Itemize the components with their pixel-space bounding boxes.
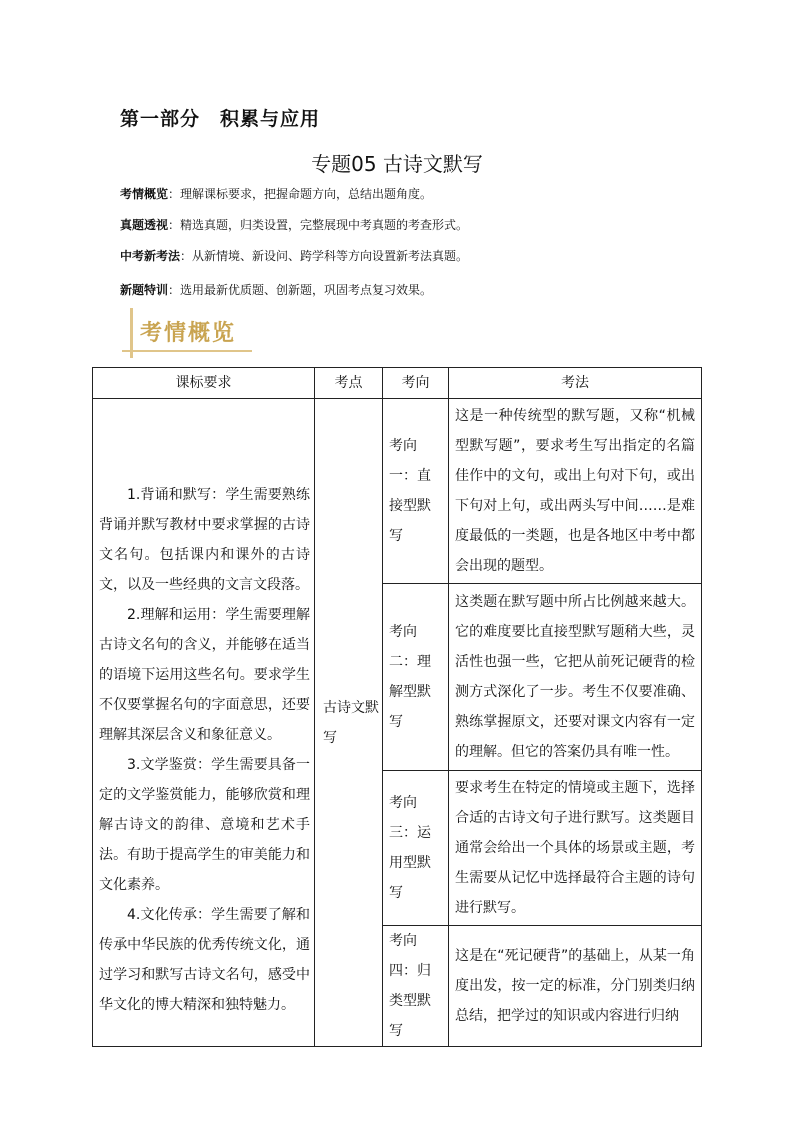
intro-text: 理解课标要求，把握命题方向，总结出题角度。 [180, 187, 433, 201]
requirement-item: 3.文学鉴赏：学生需要具备一定的文学鉴赏能力，能够欣赏和理解古诗文的韵律、意境和艺术手法。有助于提高学生的审美能力和文化素养。 [99, 756, 310, 893]
requirement-item: 2.理解和运用：学生需要理解古诗文名句的含义，并能够在适当的语境下运用这些名句。要求学生不仅要掌握名句的字面意思，还要理解其深层含义和象征意义。 [99, 606, 310, 743]
header-kaofa: 考法 [449, 368, 702, 399]
intro-key: 中考新考法 [120, 249, 181, 263]
intro-key: 真题透视 [120, 218, 169, 232]
intro-line: 中考新考法：从新情境、新设问、跨学科等方向设置新考法真题。 [120, 249, 469, 263]
kaoxiang-cell: 考向三：运用型默写 [383, 771, 449, 926]
banner-underline [122, 350, 252, 352]
intro-key: 新题特训 [120, 283, 169, 297]
header-kaodian: 考点 [315, 368, 383, 399]
kaoxiang-cell: 考向二：理解型默写 [383, 584, 449, 771]
requirement-item: 1.背诵和默写：学生需要熟练背诵并默写教材中要求掌握的古诗文名句。包括课内和课外的古诗文，以及一些经典的文言文段落。 [99, 486, 310, 593]
requirements-cell [93, 399, 315, 1047]
section-banner [120, 306, 260, 358]
intro-line: 考情概览：理解课标要求，把握命题方向，总结出题角度。 [120, 187, 433, 201]
part-title: 第一部分 积累与应用 [120, 108, 321, 130]
header-kaoxiang: 考向 [383, 368, 449, 399]
kaofa-cell: 这是一种传统型的默写题，又称“机械型默写题”，要求考生写出指定的名篇佳作中的文句，或出上句对下句，或出下句对上句，或出两头写中间……是难度最低的一类题，也是各地区中考中都会出现的题型。 [449, 399, 702, 584]
intro-text: 选用最新优质题、创新题，巩固考点复习效果。 [180, 283, 433, 297]
kaodian-cell: 古诗文默写 [315, 399, 383, 1047]
intro-text: 精选真题，归类设置，完整展现中考真题的考查形式。 [180, 218, 469, 232]
intro-line: 新题特训：选用最新优质题、创新题，巩固考点复习效果。 [120, 283, 433, 297]
kaofa-cell: 要求考生在特定的情境或主题下，选择合适的古诗文句子进行默写。这类题目通常会给出一个具体的场景或主题，考生需要从记忆中选择最符合主题的诗句进行默写。 [449, 771, 702, 926]
exam-analysis-table [92, 367, 702, 1047]
topic-title: 专题05 古诗文默写 [311, 152, 483, 176]
table-header-row [93, 368, 702, 399]
kaofa-cell: 这类题在默写题中所占比例越来越大。它的难度要比直接型默写题稍大些，灵活性也强一些，它把从前死记硬背的检测方式深化了一步。考生不仅要准确、熟练掌握原文，还要对课文内容有一定的理解。但它的答案仍具有唯一性。 [449, 584, 702, 771]
kaoxiang-cell: 考向一：直接型默写 [383, 399, 449, 584]
kaofa-cell: 这是在“死记硬背”的基础上，从某一角度出发，按一定的标准，分门别类归纳总结，把学过的知识或内容进行归纳 [449, 926, 702, 1047]
requirement-item: 4.文化传承：学生需要了解和传承中华民族的优秀传统文化，通过学习和默写古诗文名句，感受中华文化的博大精深和独特魅力。 [99, 906, 310, 1013]
intro-line: 真题透视：精选真题，归类设置，完整展现中考真题的考查形式。 [120, 218, 469, 232]
banner-title: 考情概览 [140, 321, 237, 346]
intro-text: 从新情境、新设问、跨学科等方向设置新考法真题。 [192, 249, 469, 263]
kaoxiang-cell: 考向四：归类型默写 [383, 926, 449, 1047]
intro-key: 考情概览 [120, 187, 169, 201]
header-requirements: 课标要求 [93, 368, 315, 399]
table-row [93, 399, 702, 584]
